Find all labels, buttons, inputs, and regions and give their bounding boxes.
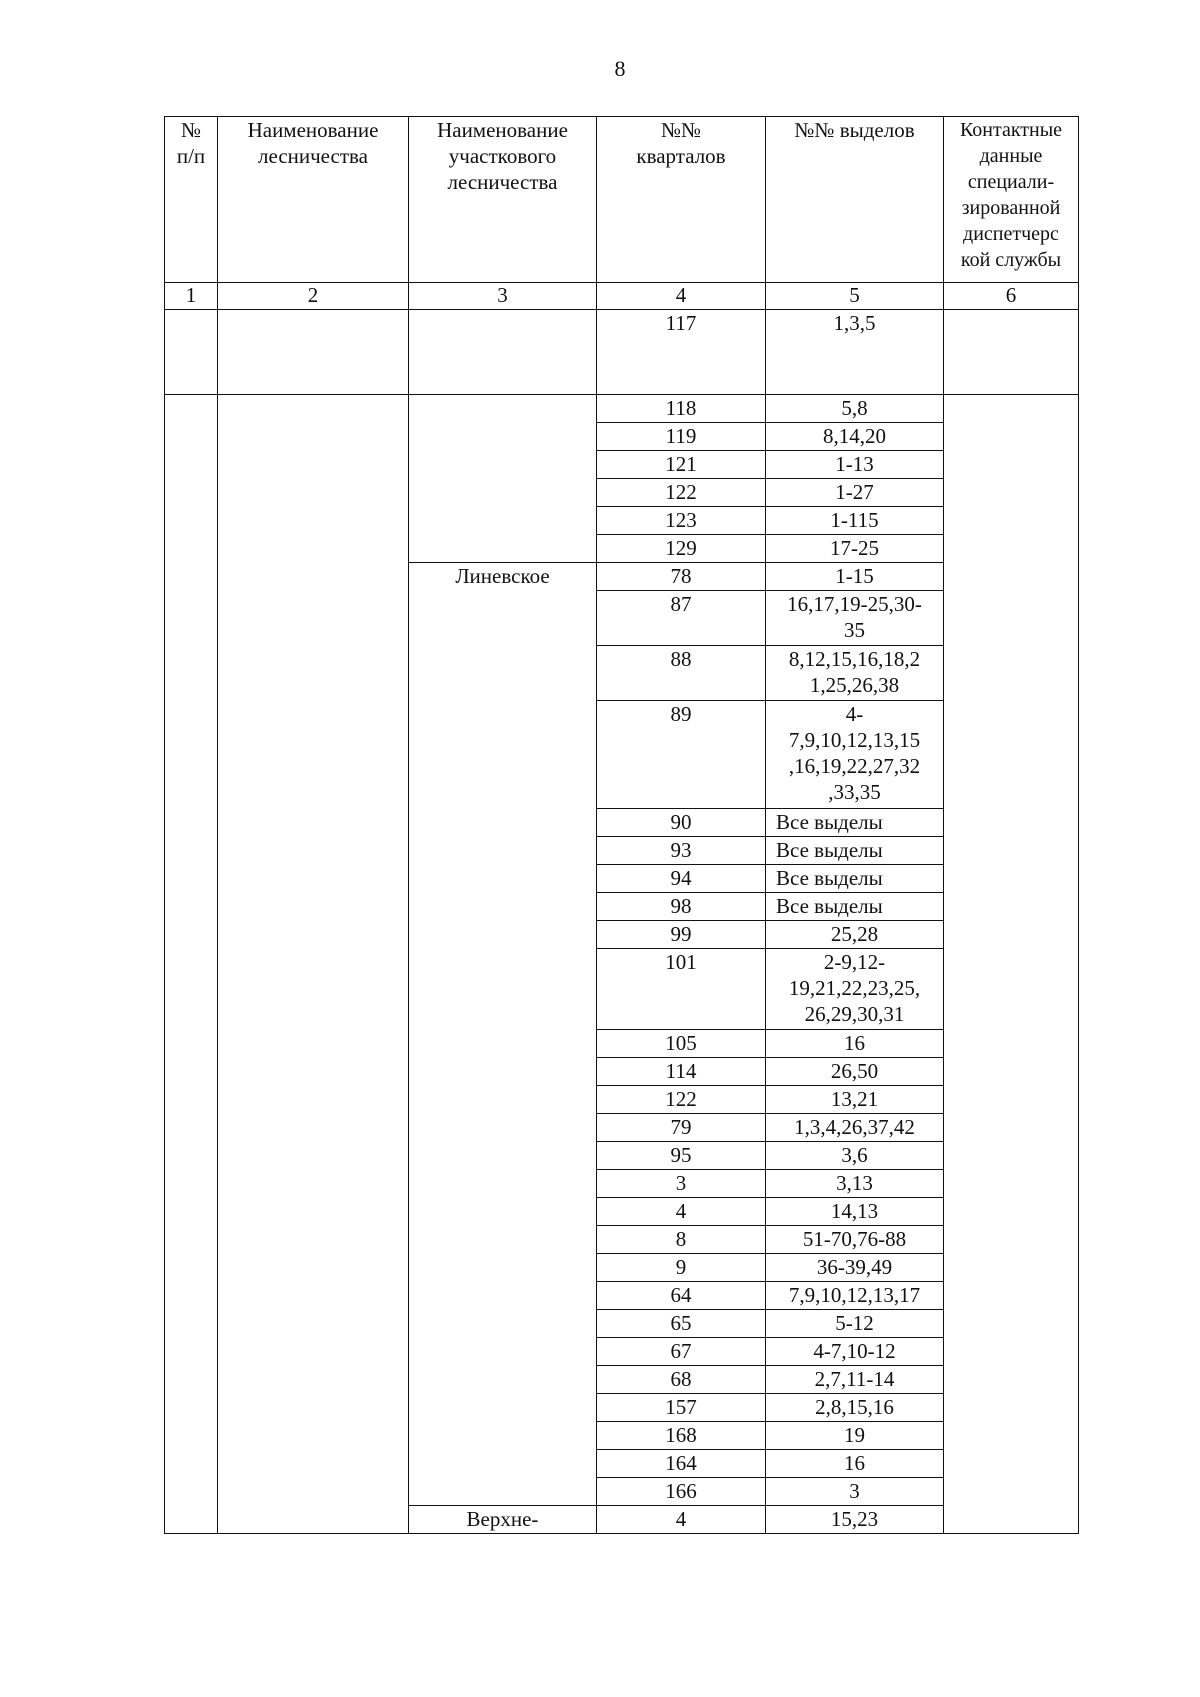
quarter-cell: 119 [597,423,766,451]
allotment-cell: 1,3,4,26,37,42 [766,1114,944,1142]
district-verkhne: Верхне- [409,1506,597,1534]
allotment-cell: 1-13 [766,451,944,479]
allotment-cell: 1-115 [766,507,944,535]
allotment-cell: 36-39,49 [766,1254,944,1282]
quarter-cell: 87 [597,591,766,646]
header-row [165,117,1079,283]
quarter-cell: 64 [597,1282,766,1310]
allotment-cell: 8,14,20 [766,423,944,451]
quarter-cell: 89 [597,701,766,809]
quarter-cell: 117 [597,310,766,395]
header-col-number: № п/п [165,117,218,283]
allotment-cell: 16 [766,1030,944,1058]
quarter-cell: 68 [597,1366,766,1394]
header-col-district-forestry: Наименование участкового лесничества [409,117,597,283]
allotment-cell: Все выделы [766,809,944,837]
quarter-cell: 95 [597,1142,766,1170]
page-number: 8 [614,56,626,81]
header-col-allotments: №№ выделов [766,117,944,283]
allotment-cell: 2,8,15,16 [766,1394,944,1422]
table-row [165,310,1079,395]
allotment-cell: 8,12,15,16,18,2 1,25,26,38 [766,646,944,701]
allotment-cell: 26,50 [766,1058,944,1086]
allotment-cell: 25,28 [766,921,944,949]
allotment-cell: 16,17,19-25,30- 35 [766,591,944,646]
district-linevskoe: Линевское [409,563,597,1506]
quarter-cell: 122 [597,1086,766,1114]
quarter-cell: 94 [597,865,766,893]
column-number: 4 [597,283,766,310]
quarter-cell: 118 [597,395,766,423]
quarter-cell: 105 [597,1030,766,1058]
allotment-cell: 3,13 [766,1170,944,1198]
column-number-row [165,283,1079,310]
table-row [165,395,1079,423]
merged-forestry-cell [218,395,409,1534]
allotment-cell: 3 [766,1478,944,1506]
allotment-cell: 19 [766,1422,944,1450]
header-col-quarters: №№ кварталов [597,117,766,283]
header-col-forestry: Наименование лесничества [218,117,409,283]
quarter-cell: 9 [597,1254,766,1282]
column-number: 1 [165,283,218,310]
quarter-cell: 65 [597,1310,766,1338]
header-col-contacts: Контактные данные специали- зированной диспетчерс кой службы [944,117,1079,283]
column-number: 2 [218,283,409,310]
quarter-cell: 114 [597,1058,766,1086]
allotment-cell: 1,3,5 [766,310,944,395]
merged-district-cell [409,395,597,563]
allotment-cell: Все выделы [766,837,944,865]
empty-cell [165,310,218,395]
allotment-cell: 2-9,12- 19,21,22,23,25, 26,29,30,31 [766,949,944,1030]
empty-cell [218,310,409,395]
quarter-cell: 99 [597,921,766,949]
quarter-cell: 123 [597,507,766,535]
quarter-cell: 101 [597,949,766,1030]
column-number: 3 [409,283,597,310]
allotment-cell: 51-70,76-88 [766,1226,944,1254]
column-number: 5 [766,283,944,310]
quarter-cell: 121 [597,451,766,479]
allotment-cell: 15,23 [766,1506,944,1534]
quarter-cell: 79 [597,1114,766,1142]
quarter-cell: 164 [597,1450,766,1478]
allotment-cell: 2,7,11-14 [766,1366,944,1394]
allotment-cell: 14,13 [766,1198,944,1226]
allotment-cell: 13,21 [766,1086,944,1114]
quarter-cell: 67 [597,1338,766,1366]
empty-cell [944,310,1079,395]
quarter-cell: 122 [597,479,766,507]
quarter-cell: 8 [597,1226,766,1254]
quarter-cell: 78 [597,563,766,591]
quarter-cell: 166 [597,1478,766,1506]
quarter-cell: 88 [597,646,766,701]
forest-quarters-table [164,116,1079,1534]
allotment-cell: 4- 7,9,10,12,13,15 ,16,19,22,27,32 ,33,35 [766,701,944,809]
allotment-cell: 3,6 [766,1142,944,1170]
column-number: 6 [944,283,1079,310]
allotment-cell: Все выделы [766,893,944,921]
allotment-cell: 1-15 [766,563,944,591]
allotment-cell: 7,9,10,12,13,17 [766,1282,944,1310]
merged-contacts-cell [944,395,1079,1534]
quarter-cell: 157 [597,1394,766,1422]
allotment-cell: 5,8 [766,395,944,423]
quarter-cell: 129 [597,535,766,563]
quarter-cell: 3 [597,1170,766,1198]
quarter-cell: 4 [597,1198,766,1226]
empty-cell [409,310,597,395]
quarter-cell: 90 [597,809,766,837]
allotment-cell: 1-27 [766,479,944,507]
allotment-cell: 16 [766,1450,944,1478]
allotment-cell: Все выделы [766,865,944,893]
allotment-cell: 5-12 [766,1310,944,1338]
quarter-cell: 98 [597,893,766,921]
allotment-cell: 17-25 [766,535,944,563]
allotment-cell: 4-7,10-12 [766,1338,944,1366]
quarter-cell: 168 [597,1422,766,1450]
merged-number-cell [165,395,218,1534]
quarter-cell: 4 [597,1506,766,1534]
quarter-cell: 93 [597,837,766,865]
